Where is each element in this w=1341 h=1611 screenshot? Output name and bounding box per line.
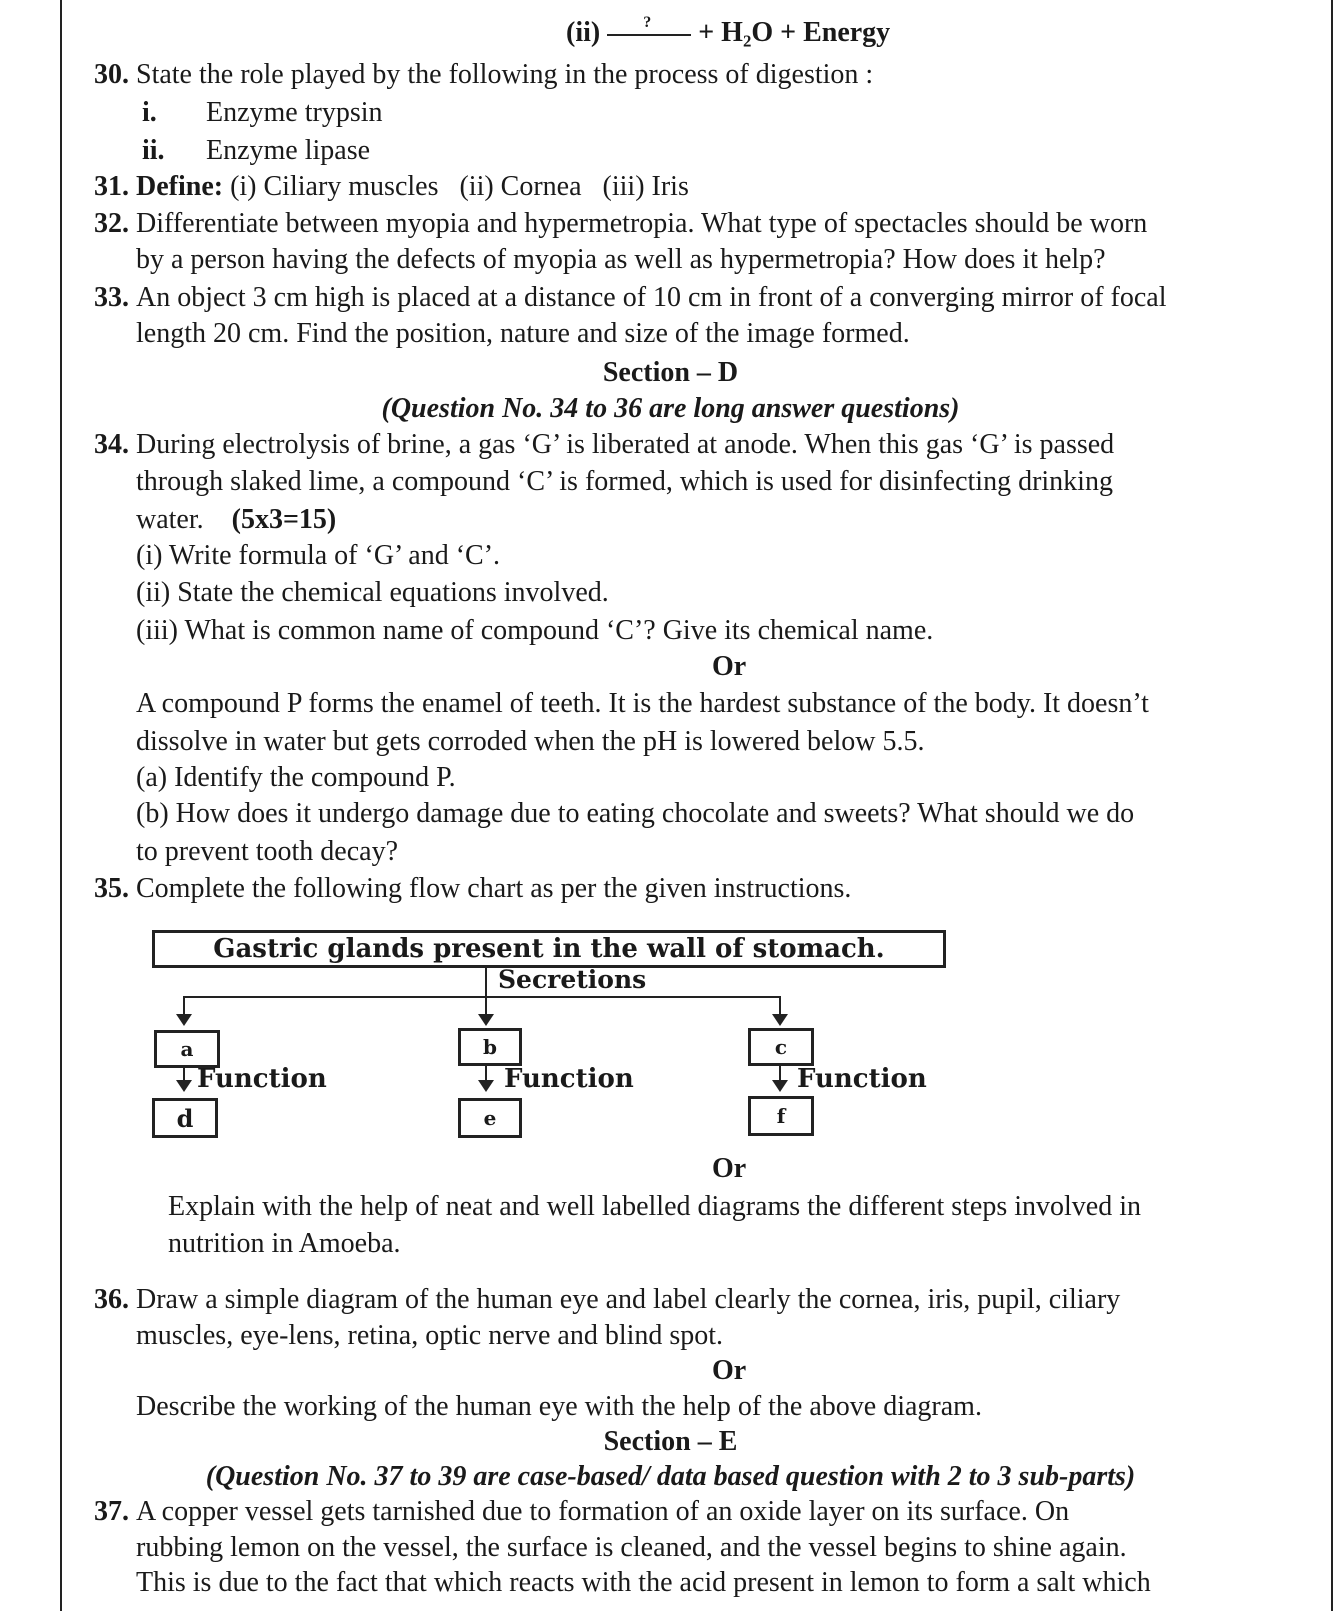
function-label-b: Function (504, 1064, 634, 1094)
question-31 (94, 170, 689, 204)
arrow-shaft (607, 34, 691, 36)
equation-line (566, 13, 891, 50)
question-30 (94, 58, 873, 92)
question-32 (94, 207, 1147, 241)
question-number: 36. (94, 1284, 129, 1315)
question-text-line-1: An object 3 cm high is placed at a distance of 10 cm in front of a converging mirror of focal (136, 282, 1167, 313)
section-e-subtitle: (Question No. 37 to 39 are case-based/ data based question with 2 to 3 sub-parts) (205, 1461, 1136, 1492)
flow-top-box: Gastric glands present in the wall of stomach. (152, 930, 946, 968)
secretions-label: Secretions (498, 965, 647, 994)
q34-sub-1: (i) Write formula of ‘G’ and ‘C’. (136, 540, 501, 571)
q35-alt-line-2: nutrition in Amoeba. (168, 1228, 401, 1259)
arrow-label: ? (643, 13, 652, 31)
question-32-line-2: by a person having the defects of myopia as well as hypermetropia? How does it help? (136, 244, 1106, 275)
reaction-arrow (607, 13, 691, 50)
define-label: Define: (136, 171, 224, 202)
question-number: 34. (94, 429, 129, 460)
question-37-line-2: rubbing lemon on the vessel, the surface is cleaned, and the vessel begins to shine again. (136, 1532, 1127, 1563)
question-text: State the role played by the following in the process of digestion : (136, 59, 874, 90)
or-label: Or (712, 651, 747, 682)
q34-sub-2: (ii) State the chemical equations involved. (136, 577, 609, 608)
function-label-a: Function (197, 1064, 327, 1094)
page-border-right (1331, 0, 1333, 1611)
question-text: Complete the following flow chart as per the given instructions. (136, 873, 852, 904)
q34-sub-3: (iii) What is common name of compound ‘C’? Give its chemical name. (136, 615, 934, 646)
question-text-line-1: Differentiate between myopia and hypermetropia. What type of spectacles should be worn (136, 208, 1148, 239)
flow-connector (485, 968, 487, 998)
item-number: ii. (142, 135, 165, 166)
function-arrow-b-head (478, 1080, 494, 1092)
question-37 (94, 1495, 1069, 1529)
q34-alt-line-3: (a) Identify the compound P. (136, 762, 456, 793)
q34-alt-line-4: (b) How does it undergo damage due to eating chocolate and sweets? What should we do (136, 798, 1135, 829)
q34-alt-line-5: to prevent tooth decay? (136, 836, 399, 867)
q36-alt: Describe the working of the human eye with the help of the above diagram. (136, 1391, 982, 1422)
function-arrow-c-head (772, 1080, 788, 1092)
box-c: c (748, 1028, 814, 1066)
item-number: i. (142, 97, 157, 128)
question-34 (94, 428, 1114, 462)
question-37-line-3: This is due to the fact that which reacts with the acid present in lemon to form a salt which (136, 1567, 1151, 1598)
box-b: b (458, 1028, 522, 1066)
question-number: 32. (94, 208, 129, 239)
question-text-line-1: A copper vessel gets tarnished due to formation of an oxide layer on its surface. On (136, 1496, 1070, 1527)
question-34-line-3 (136, 503, 336, 537)
box-a: a (154, 1030, 220, 1068)
section-d-title: Section – D (602, 357, 739, 388)
marks-label: (5x3=15) (231, 504, 337, 535)
arrow-b-head (478, 1014, 494, 1026)
item-text: Enzyme lipase (206, 135, 371, 166)
question-number: 30. (94, 59, 129, 90)
question-34-line-2: through slaked lime, a compound ‘C’ is formed, which is used for disinfecting drinking (136, 466, 1113, 497)
question-number: 33. (94, 282, 129, 313)
question-33 (94, 281, 1167, 315)
question-text-line-1: During electrolysis of brine, a gas ‘G’ is liberated at anode. When this gas ‘G’ is passed (136, 429, 1115, 460)
q34-alt-line-2: dissolve in water but gets corroded when the pH is lowered below 5.5. (136, 726, 925, 757)
question-35 (94, 872, 851, 906)
item-text: Enzyme trypsin (206, 97, 383, 128)
or-label: Or (712, 1153, 747, 1184)
page-border-left (60, 0, 62, 1611)
arrow-a-head (176, 1014, 192, 1026)
section-d-subtitle: (Question No. 34 to 36 are long answer questions) (381, 393, 960, 424)
question-36-line-2: muscles, eye-lens, retina, optic nerve and blind spot. (136, 1320, 724, 1351)
equation-prefix: (ii) (566, 17, 601, 48)
equation-products: + H₂O + Energy (698, 17, 891, 48)
line-text: water. (136, 504, 204, 535)
arrow-c-head (772, 1014, 788, 1026)
section-e-title: Section – E (603, 1426, 738, 1457)
question-number: 37. (94, 1496, 129, 1527)
box-d: d (152, 1098, 218, 1138)
question-number: 35. (94, 873, 129, 904)
q30-item-1 (142, 96, 383, 130)
question-36 (94, 1283, 1120, 1317)
question-33-line-2: length 20 cm. Find the position, nature and size of the image formed. (136, 318, 910, 349)
function-arrow-a-head (176, 1080, 192, 1092)
question-number: 31. (94, 171, 129, 202)
q35-alt-line-1: Explain with the help of neat and well labelled diagrams the different steps involved in (168, 1191, 1141, 1222)
q34-alt-line-1: A compound P forms the enamel of teeth. It is the hardest substance of the body. It doesn’t (136, 688, 1149, 719)
function-label-c: Function (797, 1064, 927, 1094)
q30-item-2 (142, 134, 370, 168)
flow-horizontal-line (183, 996, 781, 998)
box-f: f (748, 1096, 814, 1136)
or-label: Or (712, 1355, 747, 1386)
question-text-line-1: Draw a simple diagram of the human eye and label clearly the cornea, iris, pupil, ciliary (136, 1284, 1121, 1315)
box-e: e (458, 1098, 522, 1138)
question-text: (i) Ciliary muscles (ii) Cornea (iii) Iris (230, 171, 689, 202)
